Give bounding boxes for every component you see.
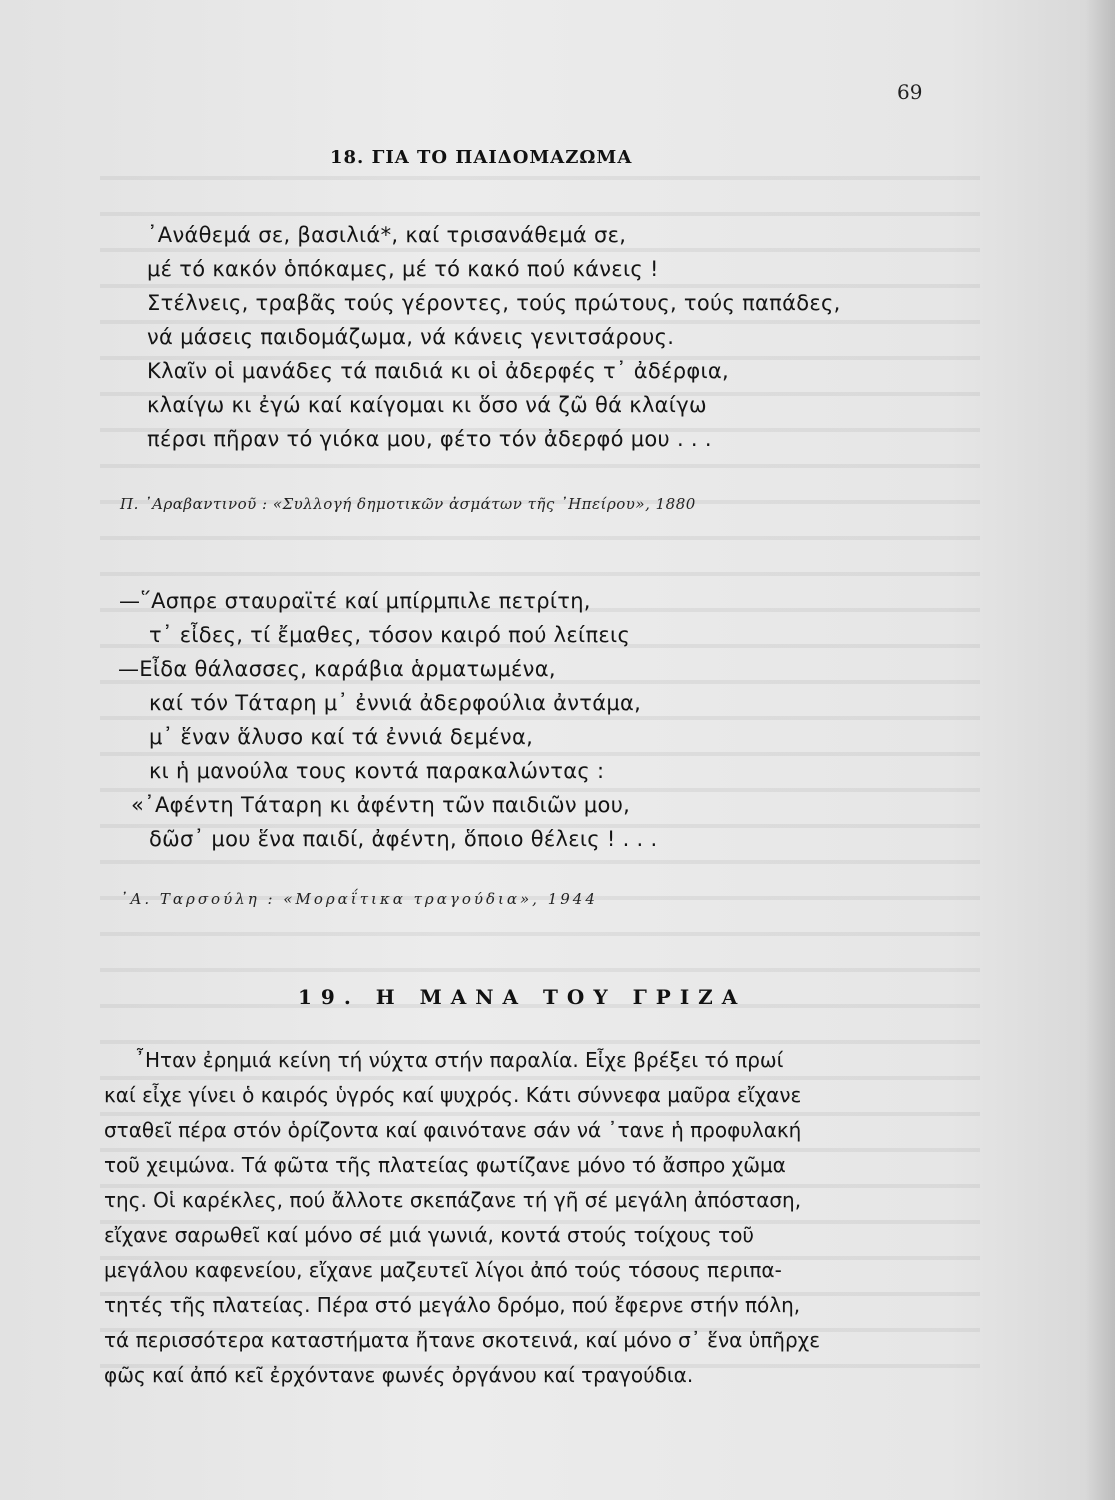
prose-line: μεγάλου καφενείου, εἴχανε μαζευτεῖ λίγοι ἀπό τούς τόσους περιπα- bbox=[104, 1258, 782, 1282]
verse-line: Κλαῖν οἱ μανάδες τά παιδιά κι οἱ ἀδερφές τ᾿ ἀδέρφια, bbox=[147, 359, 730, 383]
section-19-title: 19. Η ΜΑΝΑ ΤΟΥ ΓΡΙΖΑ bbox=[298, 985, 747, 1009]
prose-line: φῶς καί ἀπό κεῖ ἐρχόντανε φωνές ὀργάνου καί τραγούδια. bbox=[104, 1363, 694, 1387]
page-number: 69 bbox=[897, 80, 923, 104]
verse-line: «᾿Αφέντη Τάταρη κι ἀφέντη τῶν παιδιῶν μου, bbox=[131, 793, 631, 817]
prose-line: εἴχανε σαρωθεῖ καί μόνο σέ μιά γωνιά, κοντά στούς τοίχους τοῦ bbox=[104, 1223, 754, 1247]
verse-line: πέρσι πῆραν τό γιόκα μου, φέτο τόν ἀδερφό μου . . . bbox=[147, 427, 712, 451]
verse-line: καί τόν Τάταρη μ᾿ ἐννιά ἀδερφούλια ἀντάμα, bbox=[149, 691, 642, 715]
prose-line: τητές τῆς πλατείας. Πέρα στό μεγάλο δρόμο, πού ἔφερνε στήν πόλη, bbox=[104, 1293, 801, 1317]
verse-line: κι ἡ μανούλα τους κοντά παρακαλώντας : bbox=[149, 759, 605, 783]
section-18-title: 18. ΓΙΑ ΤΟ ΠΑΙΔΟΜΑΖΩΜΑ bbox=[330, 147, 633, 168]
source-citation: ᾿Α. Ταρσούλη : «Μοραΐτικα τραγούδια», 1944 bbox=[120, 890, 598, 908]
verse-line: ᾿Ανάθεμά σε, βασιλιά*, καί τρισανάθεμά σε, bbox=[147, 223, 627, 247]
verse-line: μ᾿ ἕναν ἅλυσο καί τά ἐννιά δεμένα, bbox=[149, 725, 534, 749]
verse-line: —῞Ασπρε σταυραϊτέ καί μπίρμπιλε πετρίτη, bbox=[119, 589, 591, 613]
verse-line: —Εἶδα θάλασσες, καράβια ἁρματωμένα, bbox=[118, 657, 556, 681]
page-edge-shadow bbox=[1085, 0, 1115, 1500]
prose-line: σταθεῖ πέρα στόν ὁρίζοντα καί φαινότανε σάν νά ᾿τανε ἡ προφυλακή bbox=[104, 1118, 802, 1142]
verse-line: Στέλνεις, τραβᾶς τούς γέροντες, τούς πρώτους, τούς παπάδες, bbox=[147, 291, 841, 315]
verse-line: νά μάσεις παιδομάζωμα, νά κάνεις γενιτσάρους. bbox=[147, 325, 675, 349]
prose-line: τοῦ χειμώνα. Τά φῶτα τῆς πλατείας φωτίζανε μόνο τό ἄσπρο χῶμα bbox=[104, 1153, 786, 1177]
prose-line: τά περισσότερα καταστήματα ἤτανε σκοτεινά, καί μόνο σ᾿ ἕνα ὑπῆρχε bbox=[104, 1328, 821, 1352]
source-citation: Π. ᾿Αραβαντινοῦ : «Συλλογή δημοτικῶν ἀσμάτων τῆς ᾿Ηπείρου», 1880 bbox=[120, 495, 696, 513]
verse-line: μέ τό κακόν ὁπόκαμες, μέ τό κακό πού κάνεις ! bbox=[147, 257, 659, 281]
prose-line: ῏Ηταν ἐρημιά κείνη τή νύχτα στήν παραλία. Εἶχε βρέξει τό πρωί bbox=[135, 1048, 784, 1072]
verse-line: δῶσ᾿ μου ἕνα παιδί, ἀφέντη, ὅποιο θέλεις ! . . . bbox=[149, 827, 658, 851]
verse-line: κλαίγω κι ἐγώ καί καίγομαι κι ὅσο νά ζῶ θά κλαίγω bbox=[147, 393, 707, 417]
prose-line: της. Οἱ καρέκλες, πού ἄλλοτε σκεπάζανε τή γῆ σέ μεγάλη ἀπόσταση, bbox=[104, 1188, 802, 1212]
prose-line: καί εἶχε γίνει ὁ καιρός ὑγρός καί ψυχρός. Κάτι σύννεφα μαῦρα εἴχανε bbox=[104, 1083, 802, 1107]
verse-line: τ᾿ εἶδες, τί ἔμαθες, τόσον καιρό πού λείπεις bbox=[149, 623, 631, 647]
